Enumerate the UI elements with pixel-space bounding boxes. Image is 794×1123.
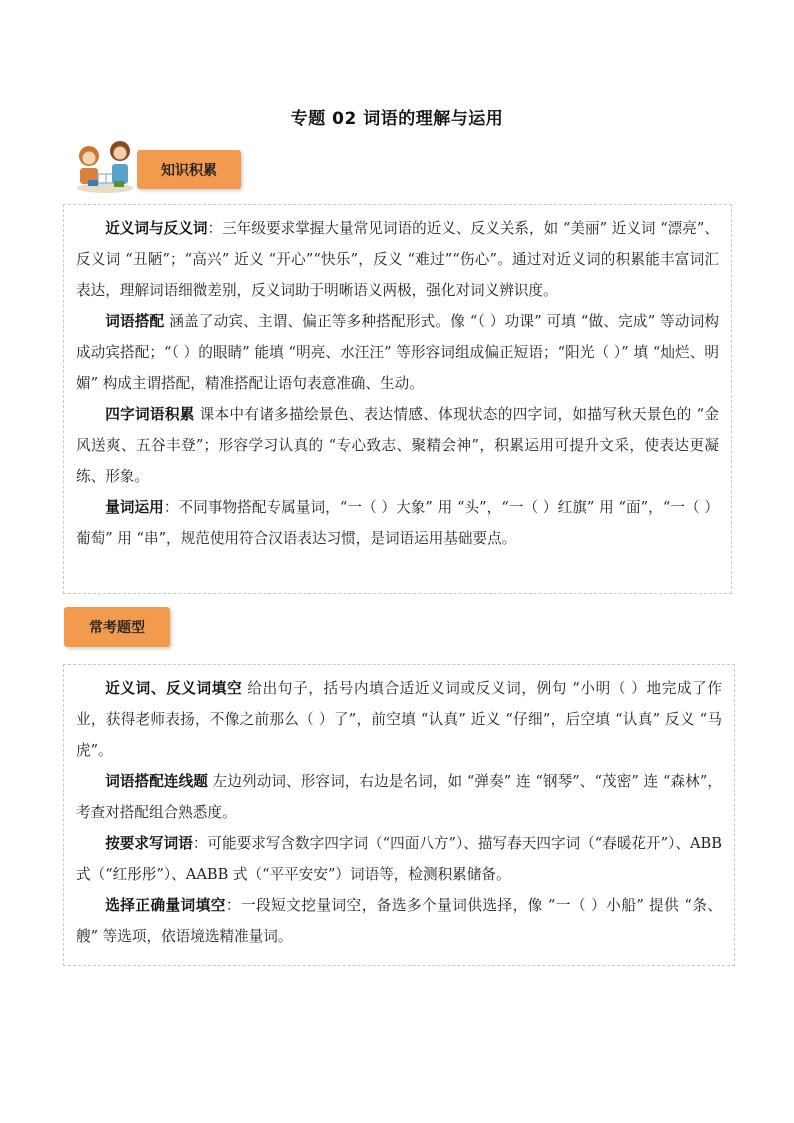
paragraph-body: 课本中有诸多描绘景色、表达情感、体现状态的四字词，如描写秋天景色的 “金风送爽、五谷丰登”；形容学习认真的 “专心致志、聚精会神”，积累运用可提升文采，使表达更凝练、形象。 — [76, 406, 719, 485]
knowledge-paragraph — [76, 306, 719, 399]
exam-type-paragraph — [76, 766, 722, 828]
paragraph-body: 左边列动词、形容词，右边是名词，如 “弹奏” 连 “钢琴”、“茂密” 连 “森林”，考查对搭配组合熟悉度。 — [76, 773, 722, 821]
paragraph-body: 给出句子，括号内填合适近义词或反义词，例句 “小明（ ）地完成了作业，获得老师表扬，不像之前那么（ ）了”，前空填 “认真” 近义 “仔细”，后空填 “认真” 反义 “马虎”。 — [76, 680, 722, 759]
paragraph-heading: 选择正确量词填空 — [105, 897, 226, 914]
exam-types-section-tag: 常考题型 — [64, 607, 170, 647]
knowledge-paragraph — [76, 492, 719, 554]
knowledge-paragraph — [76, 399, 719, 492]
paragraph-body: ：三年级要求掌握大量常见词语的近义、反义关系，如 “美丽” 近义词 “漂亮”、反义词 “丑陋”；“高兴” 近义 “开心”“快乐”，反义 “难过”“伤心”。通过对近义词的积累能丰富词汇表达，理解词语细微差别，反义词助于明晰语义两极，强化对词义辨识度。 — [76, 220, 719, 299]
paragraph-body: ：一段短文挖量词空，备选多个量词供选择，像 “一（ ）小船” 提供 “条、艘” 等选项，依语境选精准量词。 — [76, 897, 722, 945]
paragraph-heading: 词语搭配 — [105, 313, 165, 330]
page-title: 专题 02 词语的理解与运用 — [290, 109, 504, 129]
knowledge-content-box — [63, 204, 732, 594]
knowledge-section-tag: 知识积累 — [137, 150, 241, 189]
paragraph-heading: 按要求写词语 — [105, 835, 193, 852]
paragraph-heading: 近义词与反义词 — [105, 220, 208, 237]
exam-type-paragraph — [76, 828, 722, 890]
exam-types-content-box — [63, 664, 735, 966]
exam-type-paragraph — [76, 673, 722, 766]
paragraph-heading: 词语搭配连线题 — [105, 773, 208, 790]
knowledge-paragraph — [76, 213, 719, 306]
exam-type-paragraph — [76, 890, 722, 952]
paragraph-body: ：可能要求写含数字四字词（“四面八方”）、描写春天四字词（“春暖花开”）、ABB 式（“红彤彤”）、AABB 式（“平平安安”）词语等，检测积累储备。 — [76, 835, 722, 883]
paragraph-heading: 四字词语积累 — [105, 406, 195, 423]
paragraph-heading: 近义词、反义词填空 — [105, 680, 243, 697]
children-reading-illustration — [74, 134, 136, 194]
paragraph-body: ：不同事物搭配专属量词，“一（ ）大象” 用 “头”，“一（ ）红旗” 用 “面”，“一（ ）葡萄” 用 “串”，规范使用符合汉语表达习惯，是词语运用基础要点。 — [76, 499, 719, 547]
paragraph-body: 涵盖了动宾、主谓、偏正等多种搭配形式。像 “（ ）功课” 可填 “做、完成” 等动词构成动宾搭配；“（ ）的眼睛” 能填 “明亮、水汪汪” 等形容词组成偏正短语；“阳光（ ）” 填 “灿烂、明媚” 构成主谓搭配，精准搭配让语句表意准确、生动。 — [76, 313, 719, 392]
paragraph-heading: 量词运用 — [105, 499, 164, 516]
